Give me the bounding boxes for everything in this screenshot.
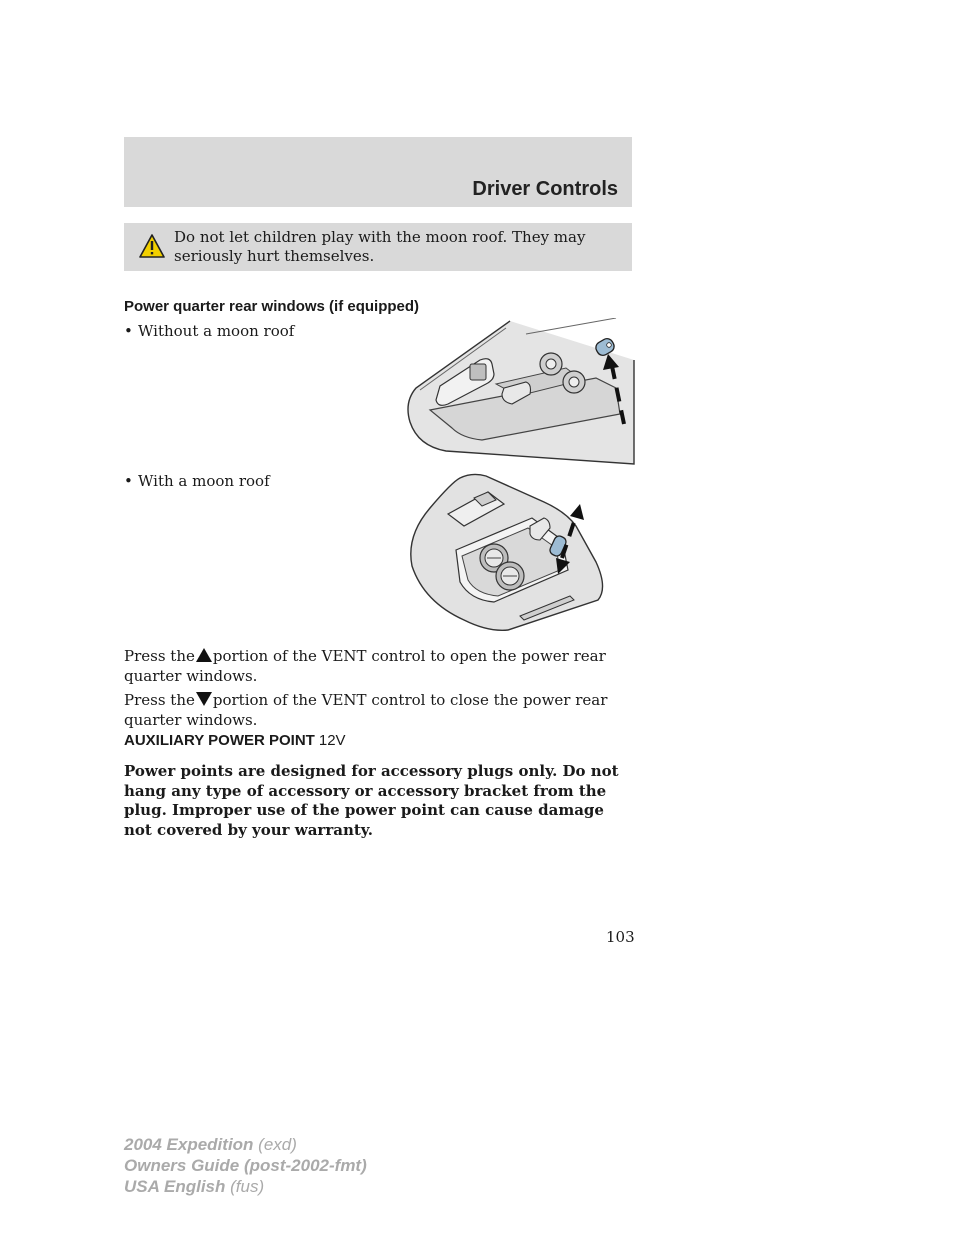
aux-power-warning-text: Power points are designed for accessory plugs only. Do not hang any type of accessory or accessory bracket from the plug. Improper use of the power point can cause damage not covered by your warranty.	[124, 762, 619, 839]
section-title: Driver Controls	[472, 178, 618, 200]
map-lamp-knob-icon	[563, 371, 585, 393]
bullet-char: •	[124, 472, 133, 490]
document-footer	[124, 1134, 367, 1197]
page-number: 103	[606, 928, 635, 946]
bullet-item	[124, 322, 294, 340]
aux-power-heading-text: AUXILIARY POWER POINT	[124, 732, 315, 749]
warning-text: Do not let children play with the moon roof. They may seriously hurt themselves.	[174, 228, 586, 265]
footer-line	[124, 1134, 367, 1155]
footer-model: 2004 Expedition	[124, 1135, 254, 1154]
triangle-up-icon	[196, 648, 212, 662]
triangle-down-icon	[196, 692, 212, 706]
footer-model-code: (exd)	[258, 1135, 297, 1154]
footer-guide: Owners Guide (post-2002-fmt)	[124, 1156, 367, 1175]
footer-language: USA English	[124, 1177, 226, 1196]
voltage-tag: 12V	[318, 732, 346, 749]
footer-line	[124, 1176, 367, 1197]
map-lamp-knob-icon	[496, 562, 524, 590]
header-band	[124, 137, 632, 207]
footer-line	[124, 1155, 367, 1176]
overhead-console-illustration-no-moonroof	[406, 318, 636, 466]
bullet-char: •	[124, 322, 133, 340]
paragraph-open-vent	[124, 646, 614, 686]
bullet-label: With a moon roof	[138, 472, 270, 490]
bullet-item	[124, 472, 270, 490]
paragraph-text: Press the	[124, 647, 195, 665]
overhead-console-illustration-with-moonroof	[404, 470, 608, 636]
paragraph-text: portion of the VENT control to close the power rear quarter windows.	[124, 691, 608, 729]
map-lamp-knob-icon	[540, 353, 562, 375]
aux-power-heading	[124, 732, 346, 749]
warning-triangle-icon	[139, 234, 165, 258]
bullet-label: Without a moon roof	[138, 322, 295, 340]
paragraph-close-vent	[124, 690, 614, 730]
footer-language-code: (fus)	[230, 1177, 265, 1196]
warning-box	[124, 223, 632, 271]
paragraph-text: Press the	[124, 691, 195, 709]
paragraph-text: portion of the VENT control to open the power rear quarter windows.	[124, 647, 606, 685]
section-heading: Power quarter rear windows (if equipped)	[124, 298, 420, 315]
